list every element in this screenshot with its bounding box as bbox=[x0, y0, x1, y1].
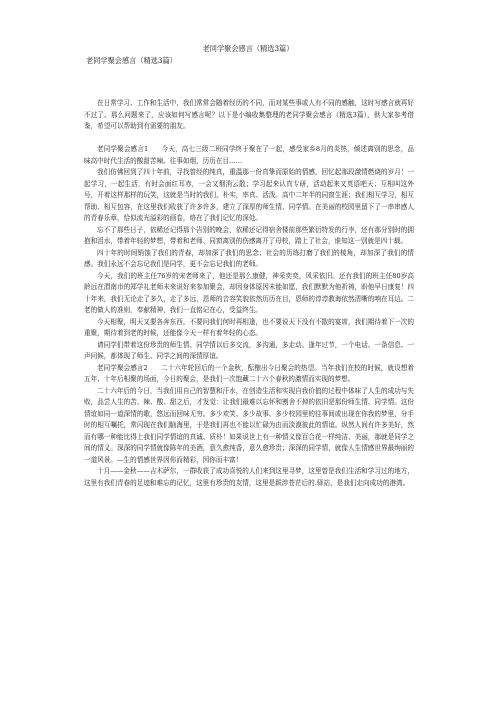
paragraph: 二十六年后的今日，当我们用自己的智慧和汗水，在创造生活和实现自我价值的过程中体味了人生的成功与失败，品尝人生的苦、辣、酸、甜之后，才发觉：让我们最难以忘怀和割舍不掉的依旧是那份师生情、同学情。这份情谊如同一道深情的歌，悠远而回味无穷。多少欢笑、多少故事、多少校园里的往事间或出现在你我的梦里，分手时的相互嘱托，常闪现在我们脑海里，于是我们再也不能以忙碌为由而淡漠彼此的情谊。纵然人间有许多美好，然而有哪一种能比得上我们同学情谊的真诚、质朴！如果说世上有一种情义像百合花一样纯洁、美丽，那就是同学之间的情义。深深的同学情就像陈年的美酒，意久愈纯香，意久愈珍贵；深深的同学情，就像人生情感世界最绚丽的一道风景。—生的情感世界因你而精彩，因你而丰富！ bbox=[84, 386, 414, 464]
paragraph: 老同学聚会感言1 今天，高七三级二班同学终于聚在了一起，感受家乡8月的炎热，倾述离别的思念，品味高中时代生活的酸甜苦辣。往事如烟，历历在目…… bbox=[84, 145, 414, 165]
document-subtitle: 老同学聚会感言（精选3篇） bbox=[86, 56, 177, 65]
paragraph: 请同学们带着这份珍贵的师生情、同学情以后多交流，多沟通，多走动。逢年过节，一个电话、一条信息、一声问候，都体现了师生、同学之间的深情厚谊。 bbox=[84, 340, 414, 360]
paragraph: 今天，我们的班主任76岁的宋老师来了，他还是那么康健，神采奕奕，风采依旧。还有我们的班主任80岁高龄远在渭南市的郑学礼老师未来说好来参加聚会，却因身体原因未能如愿，我们默默为他祈祷，盼他早日康复！四十年来，我们无论走了多久，走了多远，恩师的音容笑貌依然历历在目，恩师的谆谆教诲依然清晰的响在耳边。二老的做人的准则，奉献精神，我们一直铭记在心，受益终生。 bbox=[84, 271, 414, 314]
paragraph: 今天相聚，明天又要各奔东西，不要问我们何时再相逢，也不要说天下没有不散的宴席，我们期待着下一次的重聚，期待着到老的时候，还能像今天一样有着年轻的心态。 bbox=[84, 317, 414, 337]
paragraph: 老同学聚会感言2 二十六年轮回后的一个金秋，酝酿出今日聚会的热望。当年我们在校的时候，就设想着五年、十年后相聚的场面，今日的聚会，是我们一次饱藏二十六个春秋的激情而实现的梦想。 bbox=[84, 363, 414, 383]
paragraph: 我们仿佛回到了四十年前，寻找曾经的纯真，重温那一份真挚而原始的情感，回忆起那段激情燃烧的岁月！一起学习，一起生活，有时会面红耳赤，一会又烟消云散；学习起来认真专研，活动起来又英语吧天；互相叫这外号，开着这样那样的玩笑，这就是当时的我们，朴实，率真、活泼。高中二年半的同窗生涯；我们相互学习，相互帮助、相互包容，在这里我们收获了许多许多，建立了深厚的师生情、同学情。在美丽的校园里留下了一串串感人的青春乐章，恰似流光溢彩的画卷，烙在了我们记忆的深处。 bbox=[84, 168, 414, 222]
document-title: 老同学聚会感言（精选3篇） bbox=[202, 44, 294, 53]
document-body bbox=[84, 98, 414, 489]
paragraph: 在日常学习、工作和生活中，我们常常会随着经历的不同，而对某些事或人有不同的感触，这时写感言就再好不过了。那么问题来了，应该如何写感言呢？以下是小编收集整理的老同学聚会感言（精选3篇），供大家参考借鉴，希望可以帮助到有需要的朋友。 bbox=[84, 99, 414, 130]
paragraph: 十月——金秋——吉木萨尔，一群收获了成功喜悦的人们来到这里寻梦，这里曾是我们生活和学习过的地方，这里有我们青春的足迹和难忘的记忆，这里有珍贵的友情，这里是跋涉苍茫后的.驿站，是我们走向成功的港湾。 bbox=[84, 467, 414, 487]
paragraph: 四十年的时间销蚀了我们的青春，却加深了我们的思念；社会的历练打磨了我们的棱角，却加深了我们的情感。我们永远不会忘记我们是同学，更不会忘记我们的老师。 bbox=[84, 248, 414, 268]
paragraph: 忘不了那些日子，依稀还记得那个告别的晚会，依稀还记得宿舍楼前那些繁衍特发的行李，还有那分别时的拥抱和泪水，带着年轻的梦想，带着和老师、同窗离别的伤感离开了母校，踏上了社会，谁知这一别就是四十载。 bbox=[84, 225, 414, 245]
